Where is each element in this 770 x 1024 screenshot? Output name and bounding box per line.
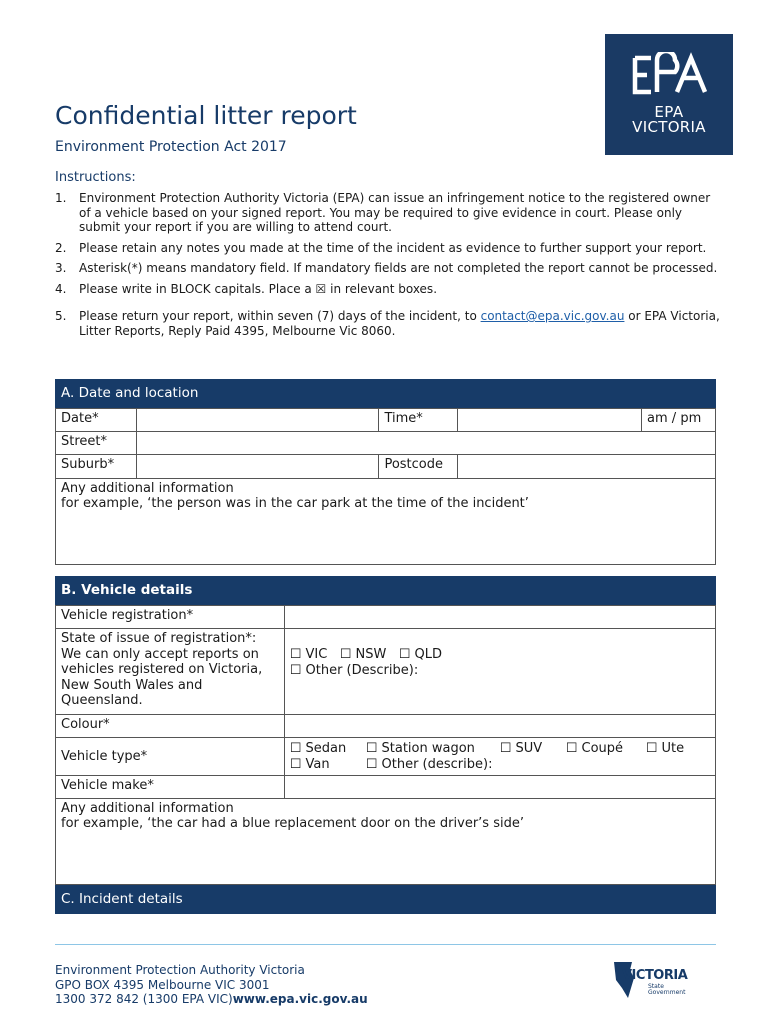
epa-mark-icon: [627, 52, 711, 102]
make-label: Vehicle make*: [56, 776, 285, 799]
registration-label: Vehicle registration*: [56, 606, 285, 629]
footer-divider: [55, 944, 716, 945]
instructions-list: [55, 191, 720, 344]
instruction-item: [55, 261, 720, 276]
vic-checkbox[interactable]: ☐ VIC: [289, 647, 328, 662]
date-label: Date*: [56, 409, 137, 432]
vehicle-additional-example: for example, ‘the car had a blue replacement door on the driver’s side’: [61, 816, 524, 831]
van-checkbox[interactable]: ☐ Van: [289, 756, 330, 772]
instruction-text: Please write in BLOCK capitals. Place a ☒ in relevant boxes.: [79, 281, 438, 296]
epa-logo: [605, 34, 733, 155]
section-c-header: C. Incident details: [55, 885, 716, 914]
time-label: Time*: [379, 409, 458, 432]
instruction-number: 2.: [55, 240, 67, 255]
vic-logo-name: VICTORIA: [622, 968, 688, 983]
date-input[interactable]: [136, 409, 379, 432]
instruction-text-after: or EPA Victoria, Litter Reports, Reply Paid 4395, Melbourne Vic 8060.: [79, 309, 720, 338]
type-other-checkbox[interactable]: ☐ Other (describe):: [365, 756, 493, 772]
vehicle-type-label: Vehicle type*: [56, 738, 285, 776]
time-input[interactable]: [458, 409, 642, 432]
vehicle-additional-label: Any additional information: [61, 801, 234, 816]
footer-address: GPO BOX 4395 Melbourne VIC 3001: [55, 977, 270, 992]
logo-line2: VICTORIA: [632, 118, 706, 136]
instruction-text: Please retain any notes you made at the time of the incident as evidence to further support your report.: [79, 240, 707, 255]
instruction-number: 3.: [55, 261, 67, 275]
footer-phone: 1300 372 842 (1300 EPA VIC): [55, 992, 233, 1006]
page-subtitle: Environment Protection Act 2017: [55, 139, 287, 155]
vehicle-type-options: [284, 738, 715, 776]
registration-input[interactable]: [284, 606, 715, 629]
postcode-input[interactable]: [458, 455, 716, 479]
contact-email-link[interactable]: contact@epa.vic.gov.au: [480, 309, 625, 323]
section-a-table: [55, 408, 716, 565]
suburb-input[interactable]: [136, 455, 379, 479]
footer-org: Environment Protection Authority Victoria: [55, 963, 305, 977]
street-input[interactable]: [136, 432, 715, 455]
sedan-checkbox[interactable]: ☐ Sedan: [289, 741, 347, 756]
page-title: Confidential litter report: [55, 101, 357, 130]
vic-logo-sub2: Government: [648, 989, 686, 996]
logo-line1: EPA: [654, 103, 684, 121]
coupe-checkbox[interactable]: ☐ Coupé: [565, 741, 624, 756]
nsw-checkbox[interactable]: ☐ NSW: [339, 647, 387, 662]
state-options: [284, 629, 715, 715]
additional-info-example: for example, ‘the person was in the car park at the time of the incident’: [61, 496, 529, 511]
postcode-label: Postcode: [379, 455, 458, 479]
instruction-number: 4.: [55, 281, 67, 296]
instruction-item: [55, 309, 720, 338]
section-b-header: B. Vehicle details: [55, 576, 716, 605]
state-label: State of issue of registration*: We can only accept reports on vehicles registered on Victoria, New South Wales and Queensland.: [56, 629, 285, 715]
section-b-table: [55, 605, 716, 885]
instruction-number: 1.: [55, 191, 67, 205]
colour-label: Colour*: [56, 715, 285, 738]
station-wagon-checkbox[interactable]: ☐ Station wagon: [365, 741, 475, 756]
ute-checkbox[interactable]: ☐ Ute: [645, 741, 685, 756]
instruction-text: Please return your report, within seven (7) days of the incident, to: [79, 309, 481, 323]
footer-website-link[interactable]: www.epa.vic.gov.au: [232, 992, 368, 1006]
location-additional-info[interactable]: [56, 479, 716, 565]
instruction-item: [55, 282, 720, 297]
footer: [55, 963, 368, 1007]
street-label: Street*: [56, 432, 137, 455]
section-a-header: A. Date and location: [55, 379, 716, 408]
suv-checkbox[interactable]: ☐ SUV: [499, 741, 543, 756]
victoria-government-logo: [612, 958, 692, 1002]
instruction-number: 5.: [55, 309, 67, 323]
colour-input[interactable]: [284, 715, 715, 738]
instruction-item: [55, 241, 720, 256]
instruction-text: Asterisk(*) means mandatory field. If mandatory fields are not completed the report cannot be processed.: [79, 261, 718, 275]
instruction-text: Environment Protection Authority Victoria (EPA) can issue an infringement notice to the registered owner of a vehicle based on your signed report. You may be required to give evidence in court. Please only submit your report if you are willing to attend court.: [79, 191, 711, 234]
vehicle-additional-info[interactable]: [56, 799, 716, 885]
qld-checkbox[interactable]: ☐ QLD: [398, 647, 443, 662]
make-input[interactable]: [284, 776, 715, 799]
suburb-label: Suburb*: [56, 455, 137, 479]
instructions-heading: Instructions:: [55, 170, 136, 185]
vic-logo-sub1: State: [648, 983, 664, 990]
ampm-label[interactable]: am / pm: [642, 409, 716, 432]
instruction-item: [55, 191, 720, 235]
state-other-checkbox[interactable]: ☐ Other (Describe):: [289, 662, 419, 678]
additional-info-label: Any additional information: [61, 481, 234, 496]
